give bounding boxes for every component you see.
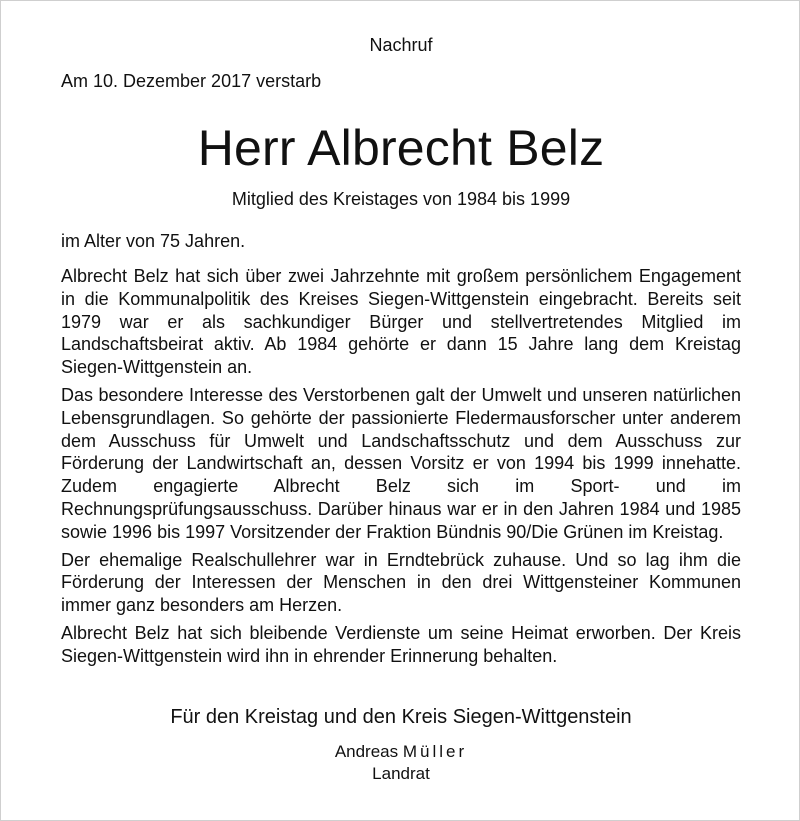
notice-body	[61, 265, 741, 673]
notice-intro: Am 10. Dezember 2017 verstarb	[61, 71, 322, 91]
deceased-role: Mitglied des Kreistages von 1984 bis 1999	[231, 189, 571, 209]
notice-footer: Für den Kreistag und den Kreis Siegen-Wittgenstein	[170, 706, 632, 728]
deceased-name: Herr Albrecht Belz	[197, 120, 605, 176]
signer-first-name: Andreas	[334, 742, 399, 761]
body-paragraph: Albrecht Belz hat sich über zwei Jahrzehnte mit großem persönlichem Engagement in die Kommunalpolitik des Kreises Siegen-Wittgenstein eingebracht. Bereits seit 1979 war er als sachkundiger Bürger und stellvertretendes Mitglied im Landschaftsbeirat aktiv. Ab 1984 gehörte er dann 15 Jahre lang dem Kreistag Siegen-Wittgenstein an.	[61, 266, 741, 378]
signature-block	[61, 741, 741, 785]
body-paragraph: Der ehemalige Realschullehrer war in Erndtebrück zuhause. Und so lag ihm die Förderung der Interessen der Menschen in den drei Wittgensteiner Kommunen immer ganz besonders am Herzen.	[61, 549, 741, 616]
signer-name	[61, 741, 741, 763]
signer-last-name: Müller	[402, 742, 468, 761]
body-paragraph: Albrecht Belz hat sich bleibende Verdienste um seine Heimat erworben. Der Kreis Siegen-Wittgenstein wird ihn in ehrender Erinnerung behalten.	[61, 622, 741, 666]
deceased-age: im Alter von 75 Jahren.	[61, 231, 246, 251]
body-paragraph: Das besondere Interesse des Verstorbenen galt der Umwelt und unseren natürlichen Lebensgrundlagen. So gehörte der passionierte Fledermausforscher unter anderem dem Ausschuss für Umwelt und Landschaftsschutz und dem Ausschuss zur Förderung der Landwirtschaft an, dessen Vorsitz er von 1994 bis 1999 innehatte. Zudem engagierte Albrecht Belz sich im Sport- und im Rechnungsprüfungsausschuss. Darüber hinaus war er in den Jahren 1984 und 1985 sowie 1996 bis 1997 Vorsitzender der Fraktion Bündnis 90/Die Grünen im Kreistag.	[61, 384, 741, 542]
signer-title: Landrat	[372, 764, 430, 783]
notice-heading: Nachruf	[369, 35, 433, 55]
